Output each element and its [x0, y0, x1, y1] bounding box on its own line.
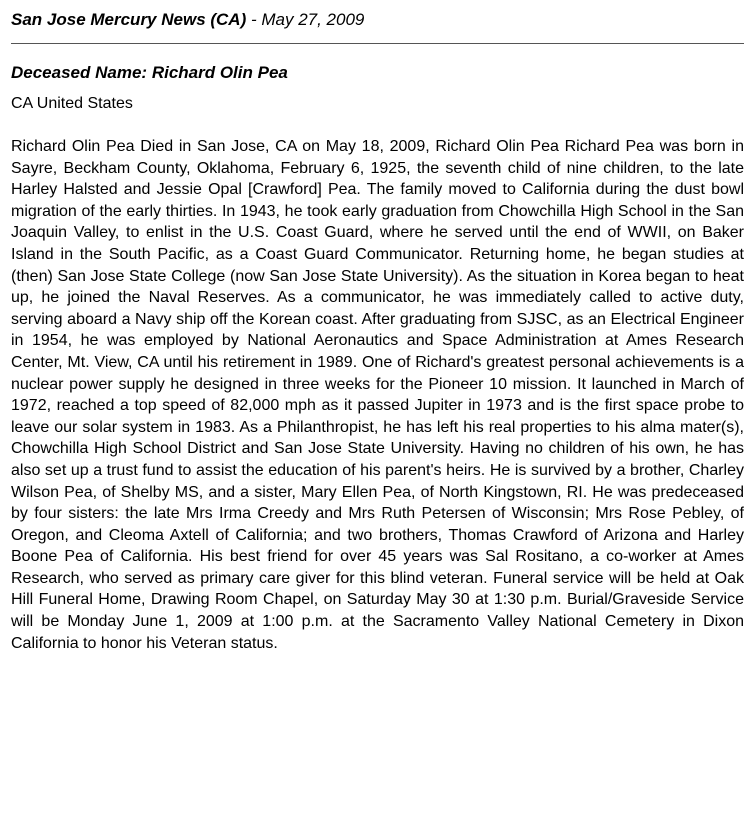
deceased-name-heading [11, 62, 744, 84]
deceased-label: Deceased Name: [11, 63, 152, 82]
location: CA United States [11, 95, 133, 112]
newspaper-source: San Jose Mercury News (CA) [11, 10, 247, 29]
publication-date: May 27, 2009 [261, 10, 365, 29]
deceased-name: Richard Olin Pea [151, 63, 288, 82]
newspaper-header [11, 0, 744, 44]
obituary-text: Richard Olin Pea Died in San Jose, CA on May 18, 2009, Richard Olin Pea Richard Pea was born in Sayre, Beckham County, Oklahoma, February 6, 1925, the seventh child of nine children, to the late Harley Halsted and Jessie Opal [Crawford] Pea. The family moved to California during the dust bowl migration of the early thirties. In 1943, he took early graduation from Chowchilla High School in the San Joaquin Valley, to enlist in the U.S. Coast Guard, where he served until the end of WWII, on Baker Island in the South Pacific, as a Coast Guard Communicator. Returning home, he began studies at (then) San Jose State College (now San Jose State University). As the situation in Korea began to heat up, he joined the Naval Reserves. As a communicator, he was immediately called to active duty, serving aboard a Navy ship off the Korean coast. After graduating from SJSC, as an Electrical Engineer in 1954, he was employed by National Aeronautics and Space Administration at Ames Research Center, Mt. View, CA until his retirement in 1989. One of Richard's greatest personal achievements is a nuclear power supply he designed in three weeks for the Pioneer 10 mission. It launched in March of 1972, reached a top speed of 82,000 mph as it passed Jupiter in 1973 and is the first space probe to leave our solar system in 1983. As a Philanthropist, he has left his real properties to his alma mater(s), Chowchilla High School District and San Jose State University. Having no children of his own, he has also set up a trust fund to assist the education of his parent's heirs. He is survived by a brother, Charley Wilson Pea, of Shelby MS, and a sister, Mary Ellen Pea, of North Kingstown, RI. He was predeceased by four sisters: the late Mrs Irma Creedy and Mrs Ruth Petersen of Wisconsin; Mrs Rose Pebley, of Oregon, and Cleoma Axtell of California; and two brothers, Thomas Crawford of Arizona and Harley Boone Pea of California. His best friend for over 45 years was Sal Rositano, a co-worker at Ames Research, who served as primary care giver for this blind veteran. Funeral service will be held at Oak Hill Funeral Home, Drawing Room Chapel, on Saturday May 30 at 1:30 p.m. Burial/Graveside Service will be Monday June 1, 2009 at 1:00 p.m. at the Sacramento Valley National Cemetery in Dixon California to honor his Veteran status. [11, 138, 744, 652]
header-separator: - [246, 10, 262, 29]
